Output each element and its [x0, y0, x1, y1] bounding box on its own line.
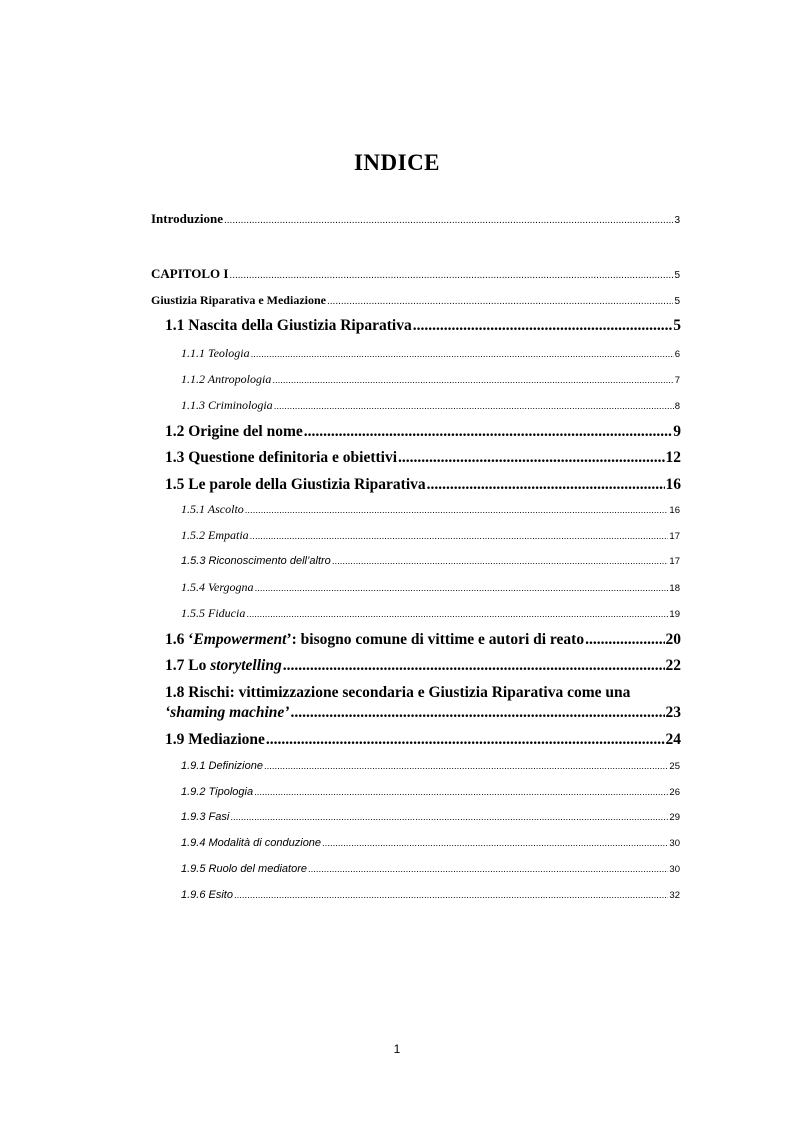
- toc-entry-label: 1.5.2 Empatia: [181, 528, 249, 542]
- toc-entry-1-1-1[interactable]: [181, 346, 680, 361]
- toc-entry-label: 1.9.3 Fasi: [181, 811, 230, 823]
- toc-entry-page: 22: [665, 657, 681, 674]
- toc-entry-label: [165, 704, 289, 722]
- toc-entry-page: 23: [665, 704, 681, 721]
- toc-entry-1-5[interactable]: [165, 476, 681, 494]
- toc-entry-label: 1.1 Nascita della Giustizia Riparativa: [165, 317, 412, 334]
- toc-entry-capitolo-1[interactable]: [151, 266, 680, 282]
- toc-entry-label: 1.1.2 Antropologia: [181, 372, 272, 386]
- toc-entry-label: 1.7 Lo storytelling: [165, 657, 282, 674]
- toc-entry-page: 30: [669, 838, 680, 849]
- toc-entry-introduzione[interactable]: [151, 211, 680, 227]
- toc-entry-page: 5: [673, 317, 681, 334]
- toc-entry-page: 32: [669, 890, 680, 901]
- toc-entry-label: CAPITOLO I: [151, 266, 229, 281]
- toc-entry-page: 19: [669, 609, 680, 620]
- toc-entry-1-9-6[interactable]: [181, 889, 680, 901]
- toc-entry-label: 1.5 Le parole della Giustizia Riparativa: [165, 476, 426, 493]
- toc-entry-page: 8: [674, 401, 680, 412]
- toc-entry-page: 30: [669, 864, 680, 875]
- toc-entry-label: 1.2 Origine del nome: [165, 423, 303, 440]
- toc-entry-1-9[interactable]: [165, 731, 681, 749]
- toc-entry-label: 1.9.4 Modalità di conduzione: [181, 837, 322, 849]
- toc-entry-1-9-5[interactable]: [181, 863, 680, 875]
- toc-entry-emphasis: storytelling: [210, 657, 282, 674]
- page-number: 1: [393, 1042, 401, 1056]
- toc-entry-label: 1.3 Questione definitoria e obiettivi: [165, 449, 398, 466]
- toc-entry-1-5-2[interactable]: [181, 528, 680, 543]
- toc-entry-1-9-3[interactable]: [181, 811, 680, 823]
- toc-entry-1-1-3[interactable]: [181, 398, 680, 413]
- toc-entry-label: 1.9.2 Tipologia: [181, 786, 254, 798]
- toc-entry-1-9-1[interactable]: [181, 760, 680, 772]
- toc-entry-label: 1.1.1 Teologia: [181, 346, 250, 360]
- toc-entry-1-5-1[interactable]: [181, 502, 680, 517]
- toc-entry-1-1[interactable]: [165, 317, 681, 335]
- toc-entry-page: 12: [665, 449, 681, 466]
- toc-entry-label: Giustizia Riparativa e Mediazione: [151, 293, 326, 307]
- toc-entry-1-5-5[interactable]: [181, 606, 680, 621]
- page-title: INDICE: [353, 150, 441, 175]
- toc-entry-1-1-2[interactable]: [181, 372, 680, 387]
- toc-entry-label: 1.6 ‘Empowerment’: bisogno comune di vittime e autori di reato: [165, 631, 585, 648]
- toc-entry-1-3[interactable]: [165, 449, 681, 467]
- toc-entry-emphasis: ‘shaming machine’: [165, 704, 290, 721]
- toc-entry-page: 16: [665, 476, 681, 493]
- toc-entry-1-9-2[interactable]: [181, 786, 680, 798]
- toc-entry-page: 6: [674, 349, 680, 360]
- toc-entry-label: 1.1.3 Criminologia: [181, 398, 273, 412]
- toc-entry-giustizia-riparativa-mediazione[interactable]: [151, 293, 680, 308]
- toc-entry-label: 1.5.3 Riconoscimento dell’altro: [181, 555, 331, 567]
- toc-entry-1-2[interactable]: [165, 423, 681, 441]
- toc-entry-emphasis: Empowerment: [193, 631, 287, 648]
- toc-entry-page: 7: [674, 375, 680, 386]
- toc-entry-page: 20: [665, 631, 681, 648]
- toc-entry-page: 17: [669, 556, 680, 567]
- toc-entry-page: 17: [669, 531, 680, 542]
- toc-entry-page: 5: [674, 296, 680, 307]
- toc-entry-label: 1.9.1 Definizione: [181, 760, 263, 772]
- toc-entry-1-8[interactable]: [165, 704, 681, 722]
- toc-entry-page: 26: [669, 787, 680, 798]
- toc-entry-1-5-4[interactable]: [181, 580, 680, 595]
- toc-entry-1-5-3[interactable]: [181, 555, 680, 567]
- toc-entry-page: 18: [669, 583, 680, 594]
- toc-entry-label: 1.9.5 Ruolo del mediatore: [181, 863, 307, 875]
- toc-entry-label: 1.5.1 Ascolto: [181, 502, 244, 516]
- toc-entry-1-9-4[interactable]: [181, 837, 680, 849]
- toc-entry-page: 29: [669, 812, 680, 823]
- toc-entry-page: 25: [669, 761, 680, 772]
- toc-entry-1-8-line1[interactable]: 1.8 Rischi: vittimizzazione secondaria e Giustizia Riparativa come una: [165, 684, 631, 701]
- toc-entry-1-6[interactable]: [165, 631, 681, 649]
- toc-entry-label: 1.5.5 Fiducia: [181, 606, 246, 620]
- toc-entry-page: 3: [674, 215, 680, 226]
- toc-entry-page: 16: [669, 505, 680, 516]
- toc-entry-page: 5: [674, 270, 680, 281]
- toc-entry-page: 9: [673, 423, 681, 440]
- toc-entry-label: Introduzione: [151, 211, 223, 226]
- toc-entry-1-7[interactable]: [165, 657, 681, 675]
- toc-entry-label: 1.5.4 Vergogna: [181, 580, 254, 594]
- toc-entry-label: 1.9.6 Esito: [181, 889, 233, 901]
- toc-entry-label: 1.9 Mediazione: [165, 731, 265, 748]
- toc-entry-page: 24: [665, 731, 681, 748]
